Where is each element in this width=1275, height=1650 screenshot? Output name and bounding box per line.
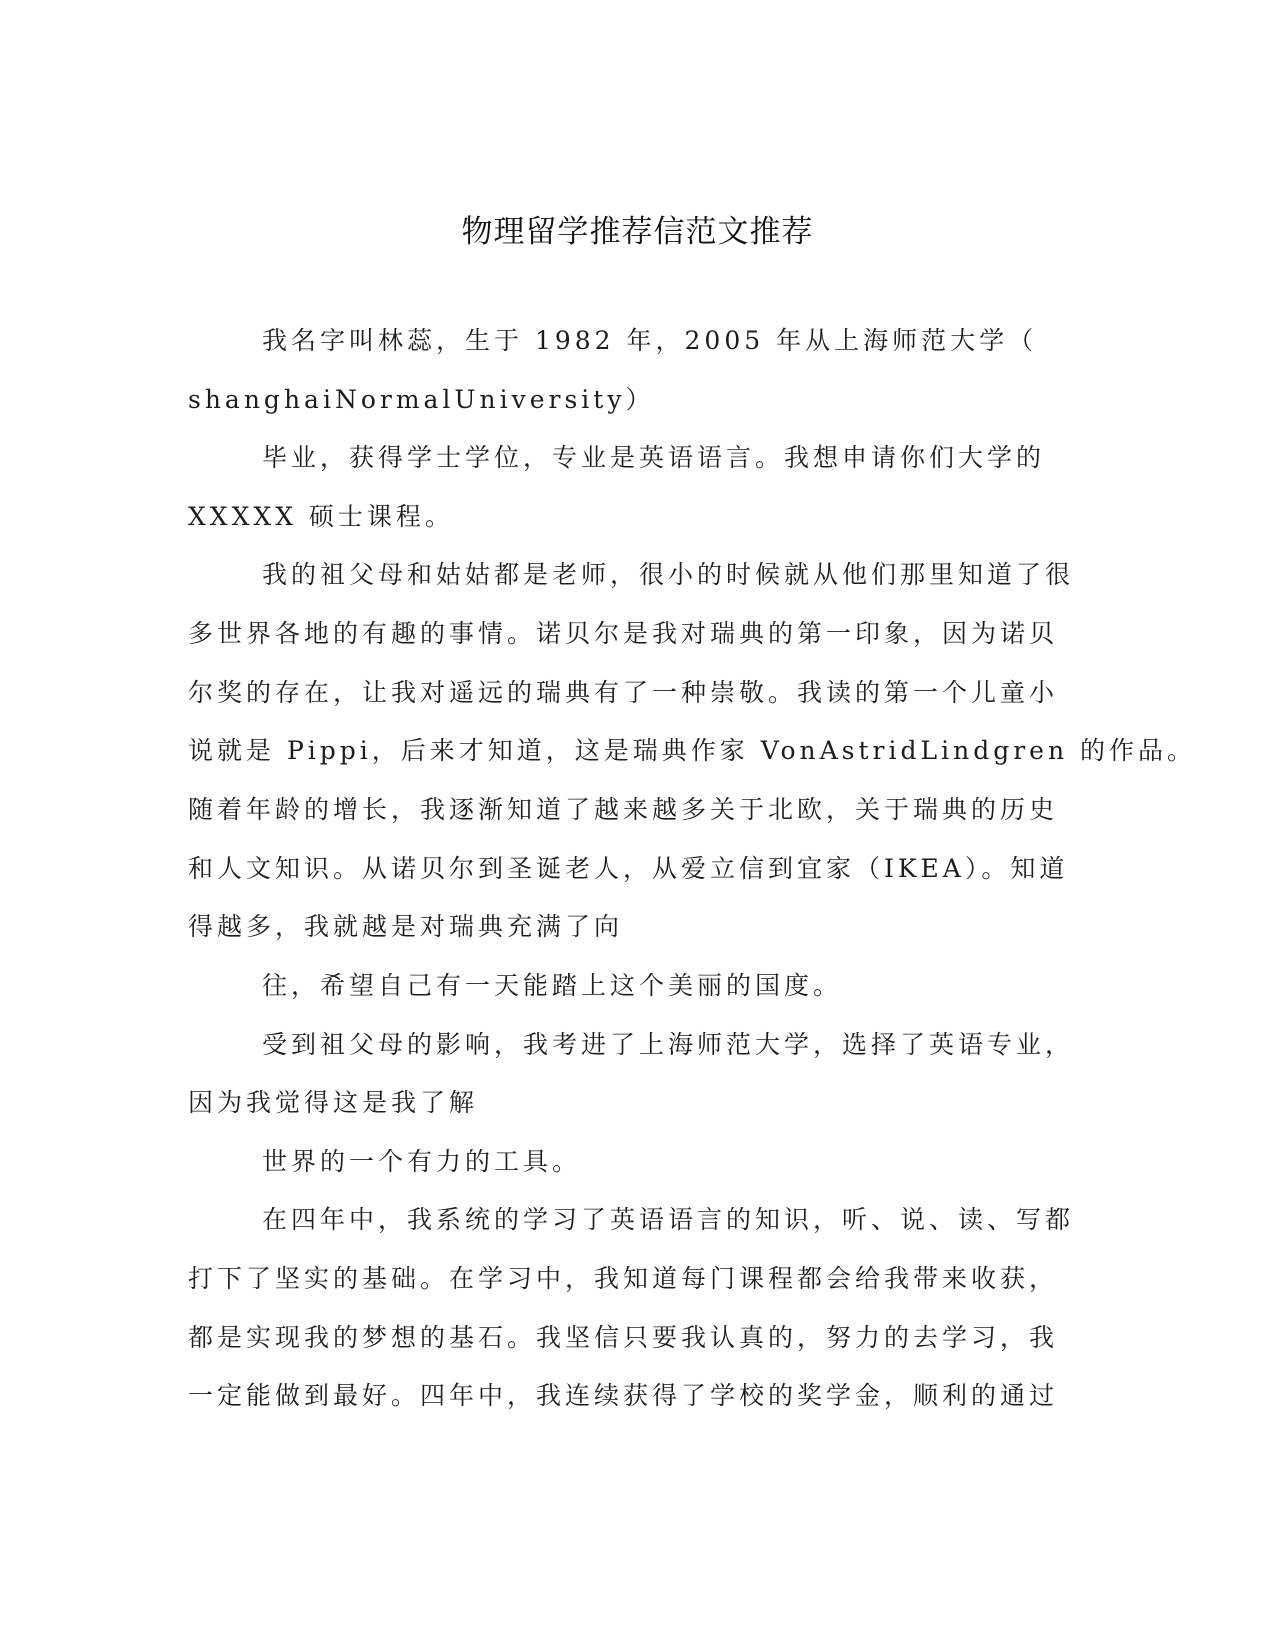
- body-line: 尔奖的存在，让我对遥远的瑞典有了一种崇敬。我读的第一个儿童小: [188, 678, 1059, 707]
- body-line: 往，希望自己有一天能踏上这个美丽的国度。: [262, 971, 843, 1000]
- body-line: XXXXX 硕士课程。: [188, 502, 454, 531]
- body-line: 受到祖父母的影响，我考进了上海师范大学，选择了英语专业，: [262, 1030, 1075, 1059]
- body-line: 毕业，获得学士学位，专业是英语语言。我想申请你们大学的: [262, 443, 1046, 472]
- body-line: 世界的一个有力的工具。: [262, 1147, 582, 1176]
- body-line: 在四年中，我系统的学习了英语语言的知识，听、说、读、写都: [262, 1205, 1075, 1234]
- body-line: 多世界各地的有趣的事情。诺贝尔是我对瑞典的第一印象，因为诺贝: [188, 619, 1059, 648]
- body-line: 都是实现我的梦想的基石。我坚信只要我认真的，努力的去学习，我: [188, 1323, 1059, 1352]
- body-line: 和人文知识。从诺贝尔到圣诞老人，从爱立信到宜家（IKEA）。知道: [188, 854, 1069, 883]
- body-line: 打下了坚实的基础。在学习中，我知道每门课程都会给我带来收获，: [188, 1264, 1059, 1293]
- body-line: 得越多，我就越是对瑞典充满了向: [188, 912, 624, 941]
- body-line: shanghaiNormalUniversity）: [188, 385, 655, 414]
- body-line: 因为我觉得这是我了解: [188, 1088, 479, 1117]
- document-title: 物理留学推荐信范文推荐: [461, 214, 814, 250]
- body-line: 说就是 Pippi，后来才知道，这是瑞典作家 VonAstridLindgren 的作品。: [188, 736, 1197, 765]
- body-line: 随着年龄的增长，我逐渐知道了越来越多关于北欧，关于瑞典的历史: [188, 795, 1059, 824]
- body-line: 一定能做到最好。四年中，我连续获得了学校的奖学金，顺利的通过: [188, 1381, 1059, 1410]
- body-line: 我的祖父母和姑姑都是老师，很小的时候就从他们那里知道了很: [262, 560, 1075, 589]
- body-line: 我名字叫林蕊，生于 1982 年，2005 年从上海师范大学（: [262, 326, 1038, 355]
